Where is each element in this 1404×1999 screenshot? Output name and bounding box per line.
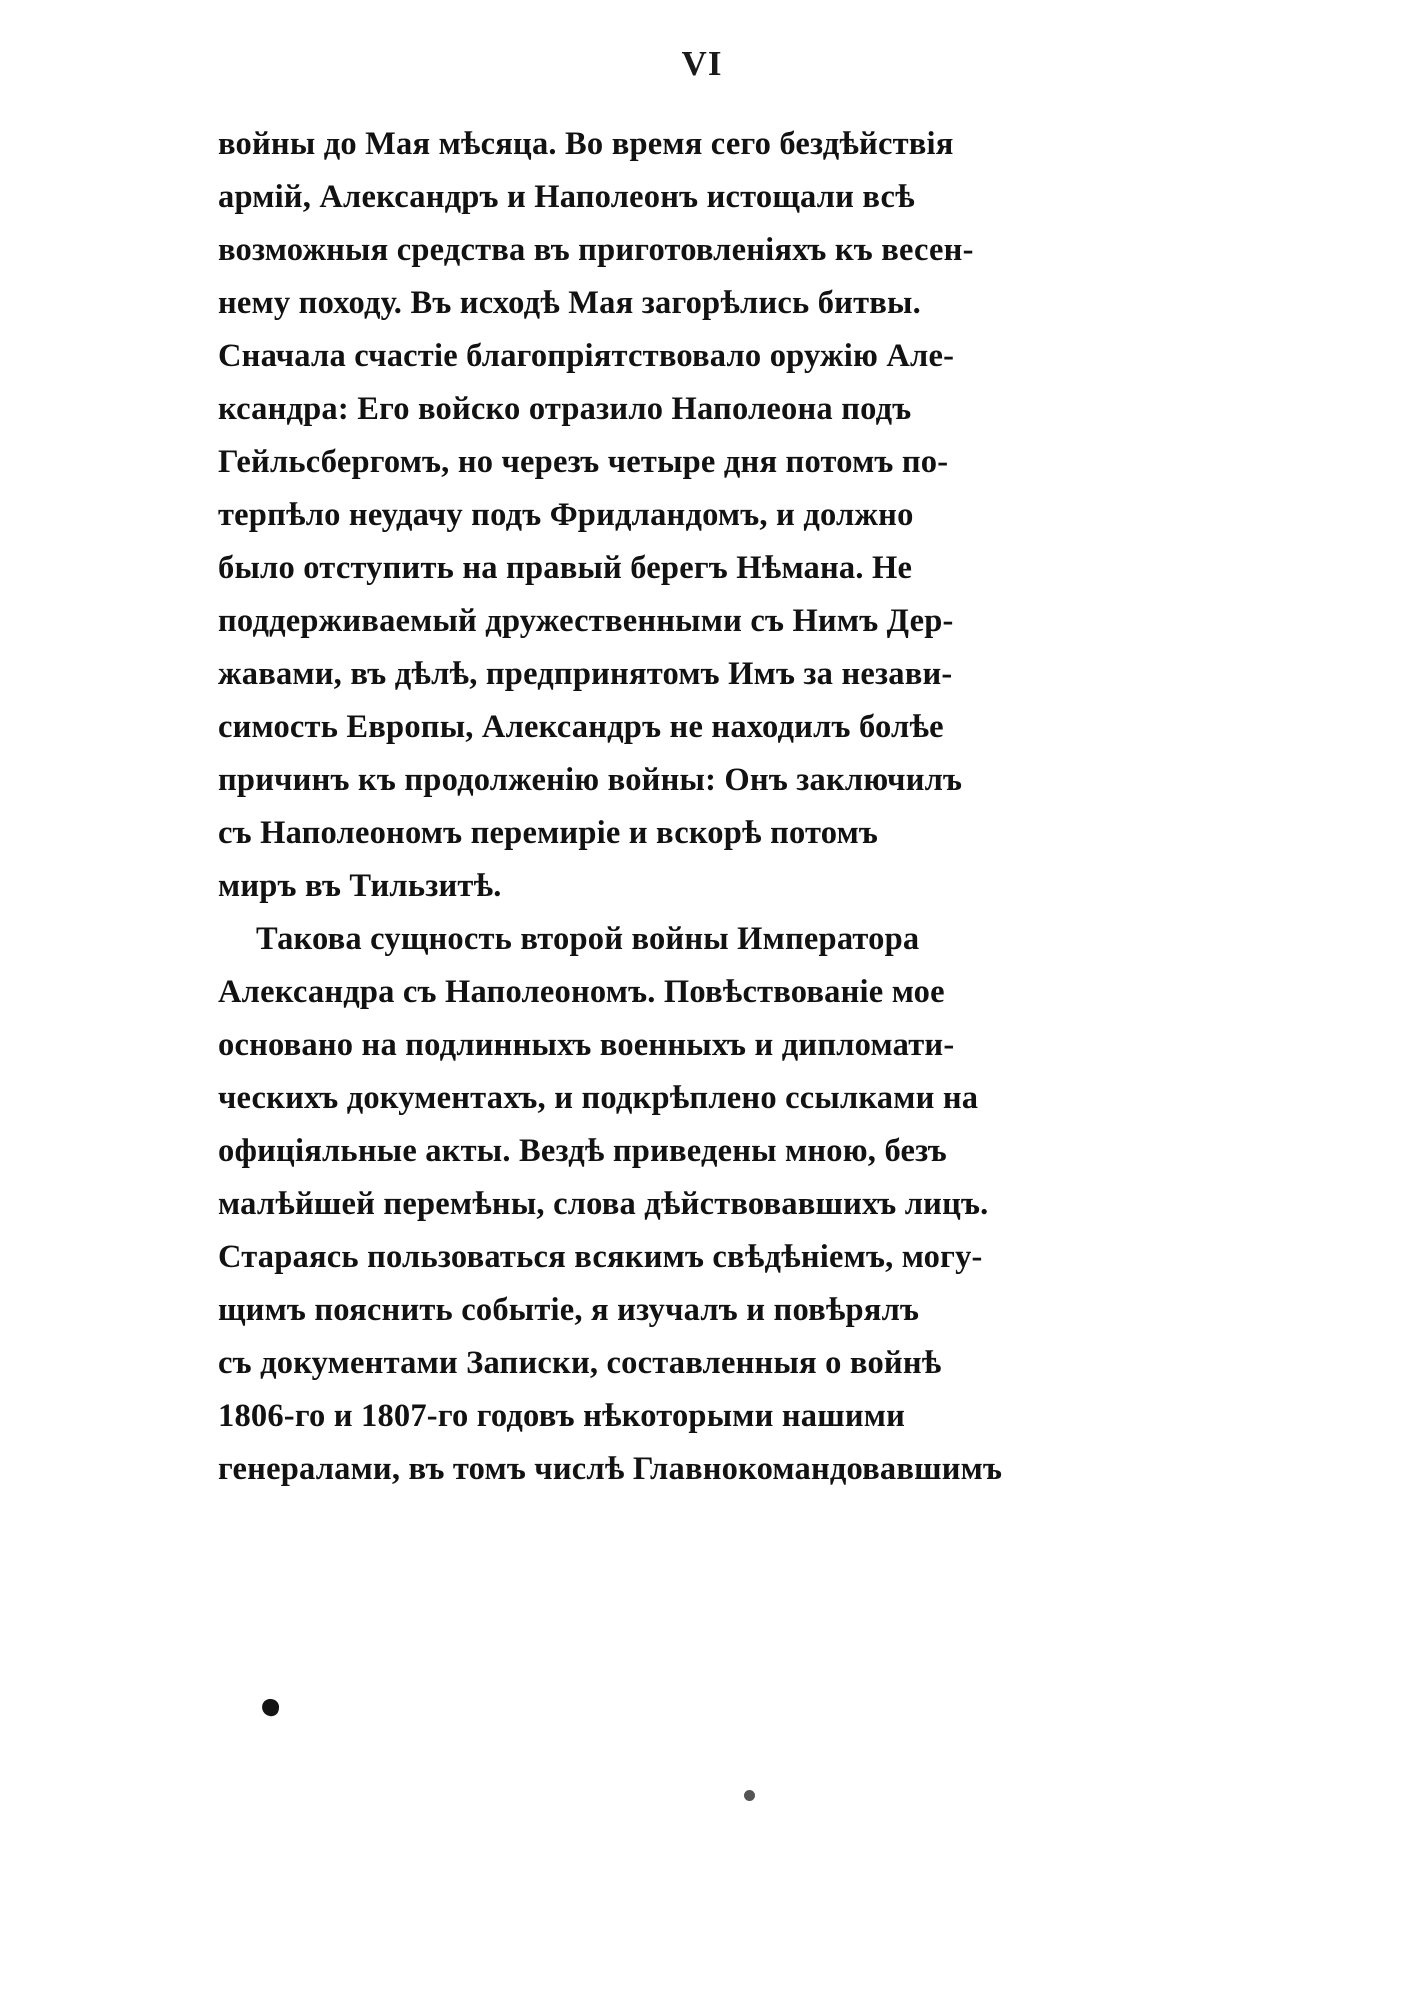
text-line: съ Наполеономъ перемиріе и вскорѣ потомъ [218, 815, 879, 851]
text-line: миръ въ Тильзитѣ. [218, 868, 502, 904]
text-line: войны до Мая мѣсяца. Во время сего бездѣйствія [218, 126, 954, 162]
text-line: возможныя средства въ приготовленіяхъ къ весен- [218, 232, 974, 268]
text-line: Александра съ Наполеономъ. Повѣствованіе мое [218, 974, 945, 1010]
text-line: нему походу. Въ исходѣ Мая загорѣлись битвы. [218, 285, 921, 321]
text-line: причинъ къ продолженію войны: Онъ заключилъ [218, 762, 963, 798]
text-line: симость Европы, Александръ не находилъ болѣе [218, 709, 944, 745]
page-number: VI [681, 44, 723, 83]
paragraph-2 [218, 923, 1188, 1506]
ink-speck-mark [744, 1790, 755, 1801]
text-line: Гейльсбергомъ, но черезъ четыре дня потомъ по- [218, 444, 949, 480]
text-line: армій, Александръ и Наполеонъ истощали всѣ [218, 179, 915, 215]
text-line: Такова сущность второй войны Императора [256, 921, 920, 957]
text-line: съ документами Записки, составленныя о войнѣ [218, 1345, 942, 1381]
text-line: офиціяльные акты. Вездѣ приведены мною, безъ [218, 1133, 947, 1169]
page-text-body [218, 128, 1188, 1506]
text-line: Стараясь пользоваться всякимъ свѣдѣніемъ, могу- [218, 1239, 983, 1275]
text-line: ксандра: Его войско отразило Наполеона подъ [218, 391, 912, 427]
ink-blot-mark [260, 1697, 280, 1717]
text-line: Сначала счастіе благопріятствовало оружію Але- [218, 338, 955, 374]
text-line: малѣйшей перемѣны, слова дѣйствовавшихъ лицъ. [218, 1186, 989, 1222]
text-line: щимъ пояснить событіе, я изучалъ и повѣрялъ [218, 1292, 920, 1328]
paragraph-1 [218, 128, 1188, 923]
text-line: основано на подлинныхъ военныхъ и дипломати- [218, 1027, 955, 1063]
text-line: было отступить на правый берегъ Нѣмана. Не [218, 550, 913, 586]
text-line: поддерживаемый дружественными съ Нимъ Дер- [218, 603, 954, 639]
text-line: 1806-го и 1807-го годовъ нѣкоторыми нашими [218, 1398, 906, 1434]
text-line: жавами, въ дѣлѣ, предпринятомъ Имъ за незави- [218, 656, 953, 692]
text-line: ческихъ документахъ, и подкрѣплено ссылками на [218, 1080, 979, 1116]
text-line: терпѣло неудачу подъ Фридландомъ, и должно [218, 497, 914, 533]
text-line: генералами, въ томъ числѣ Главнокомандовавшимъ [218, 1451, 1003, 1487]
